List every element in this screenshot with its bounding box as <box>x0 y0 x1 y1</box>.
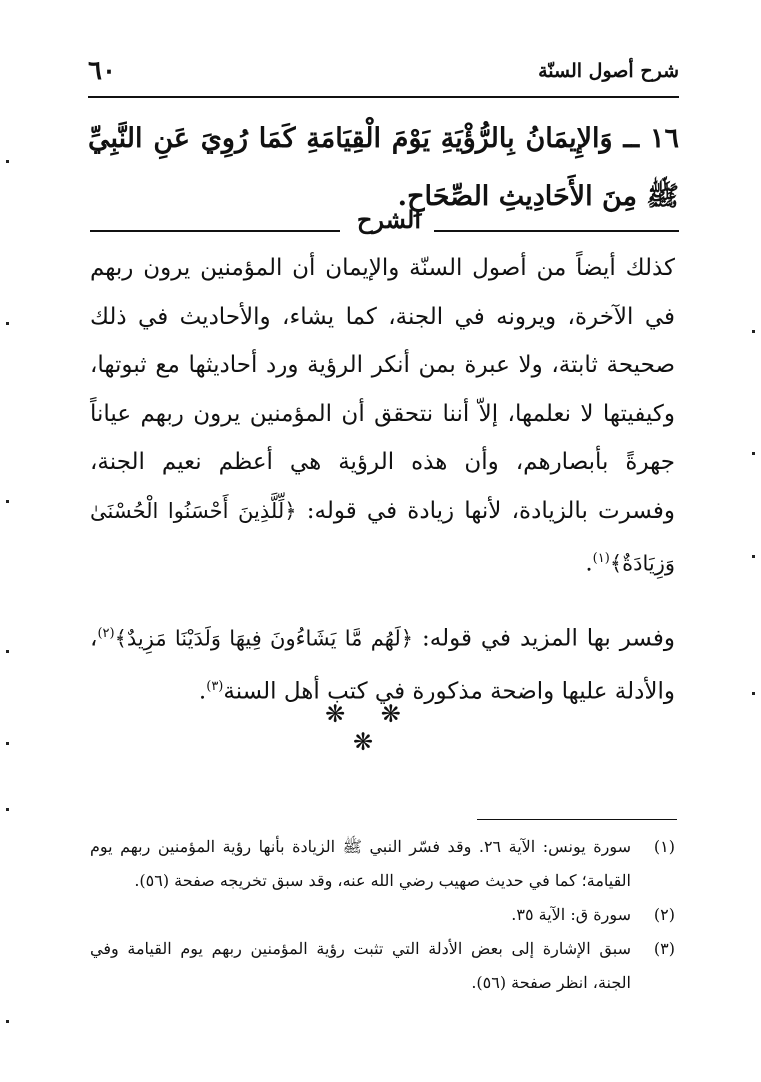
header-title: شرح أصول السنّة <box>538 60 679 82</box>
footnote-1 <box>90 830 675 898</box>
scan-speck <box>6 650 9 653</box>
matn-statement: ١٦ ــ وَالإِيمَانُ بِالرُّؤْيَةِ يَوْمَ الْقِيَامَةِ كَمَا رُوِيَ عَنِ النَّبِيِّ ﷺ مِنَ الأَحَادِيثِ الصِّحَاحِ. <box>88 123 679 212</box>
footnote-ref-2[interactable]: (٢) <box>97 626 115 642</box>
footnotes <box>90 830 675 1000</box>
footnote-1-mark: (١) <box>653 837 675 856</box>
scan-speck <box>6 808 9 811</box>
section-separator-stars: ❋ ❋ ❋ <box>325 700 415 756</box>
scan-speck <box>752 330 755 333</box>
commentary-paragraph-1: كذلك أيضاً من أصول السنّة والإيمان أن المؤمنين يرون ربهم في الآخرة، ويرونه في الجنة، كما يشاء، والأحاديث في ذلك صحيحة ثابتة، ولا عبرة بمن أنكر الرؤية ورد أحاديثها مع ثبوتها، وكيفيتها لا نعلمها، إلاّ أننا نتحقق أن المؤمنين يرون ربهم عياناً جهرةً بأبصارهم، وأن هذه الرؤية هي أعظم نعيم الجنة، وفسرت بالزيادة، لأنها زيادة في قوله: ﴿لِّلَّذِينَ أَحْسَنُوا الْحُسْنَىٰ وَزِيَادَةٌ﴾$^{(١)}$. <box>90 255 675 577</box>
footnote-3-mark: (٣) <box>653 939 675 958</box>
footnote-3 <box>90 932 675 1000</box>
footnote-2-text: سورة ق: الآية ٣٥. <box>511 905 631 924</box>
footnote-2-mark: (٢) <box>653 905 675 924</box>
paragraph-2-text: وفسر بها المزيد في قوله: <box>422 625 676 652</box>
footnote-ref-1[interactable]: (١) <box>592 551 610 566</box>
quran-quote-2: ﴿لَهُم مَّا يَشَاءُونَ فِيهَا وَلَدَيْنَا مَزِيدٌ﴾ <box>114 626 414 651</box>
commentary-body <box>90 244 675 716</box>
footnote-3-text: سبق الإشارة إلى بعض الأدلة التي تثبت رؤية المؤمنين ربهم يوم القيامة وفي الجنة، انظر صفحة (٥٦). <box>90 939 631 992</box>
scan-speck <box>6 160 9 163</box>
scan-speck <box>6 742 9 745</box>
divider-line-left <box>90 230 340 232</box>
scan-speck <box>6 500 9 503</box>
scan-speck <box>752 555 755 558</box>
footnote-1-text: سورة يونس: الآية ٢٦. وقد فسّر النبي ﷺ الزيادة بأنها رؤية المؤمنين ربهم يوم القيامة؛ كما في حديث صهيب رضي الله عنه، وقد سبق تخريجه صفحة (٥٦). <box>90 837 631 890</box>
section-label: الشرح <box>356 205 421 234</box>
scan-speck <box>6 1020 9 1023</box>
footnote-2 <box>90 898 675 932</box>
page-number: ٦٠ <box>88 56 116 86</box>
scan-speck <box>752 452 755 455</box>
divider-line-right <box>434 230 679 232</box>
quran-quote-1: ﴿لِّلَّذِينَ أَحْسَنُوا الْحُسْنَىٰ وَزِيَادَةٌ﴾ <box>90 498 675 576</box>
footnote-ref-3[interactable]: (٣) <box>206 679 224 695</box>
section-divider <box>90 205 679 245</box>
paragraph-2-continuation: ، والأدلة عليها واضحة مذكورة في كتب أهل السنة <box>90 625 675 705</box>
scan-speck <box>752 692 755 695</box>
paragraph-1-text: كذلك أيضاً من أصول السنّة والإيمان أن المؤمنين يرون ربهم في الآخرة، ويرونه في الجنة، كما يشاء، والأحاديث في ذلك صحيحة ثابتة، ولا عبرة بمن أنكر الرؤية ورد أحاديثها مع ثبوتها، وكيفيتها لا نعلمها، إلاّ أننا نتحقق أن المؤمنين يرون ربهم عياناً جهرةً بأبصارهم، وأن هذه الرؤية هي أعظم نعيم الجنة، وفسرت بالزيادة، لأنها زيادة في قوله: <box>90 255 675 524</box>
scan-speck <box>6 322 9 325</box>
running-header <box>88 56 679 98</box>
footnote-rule <box>477 819 677 820</box>
commentary-paragraph-2: وفسر بها المزيد في قوله: ﴿لَهُم مَّا يَشَاءُونَ فِيهَا وَلَدَيْنَا مَزِيدٌ﴾$^{(٢)}$، والأدلة عليها واضحة مذكورة في كتب أهل السنة$^{(٣)}$. <box>90 625 676 705</box>
